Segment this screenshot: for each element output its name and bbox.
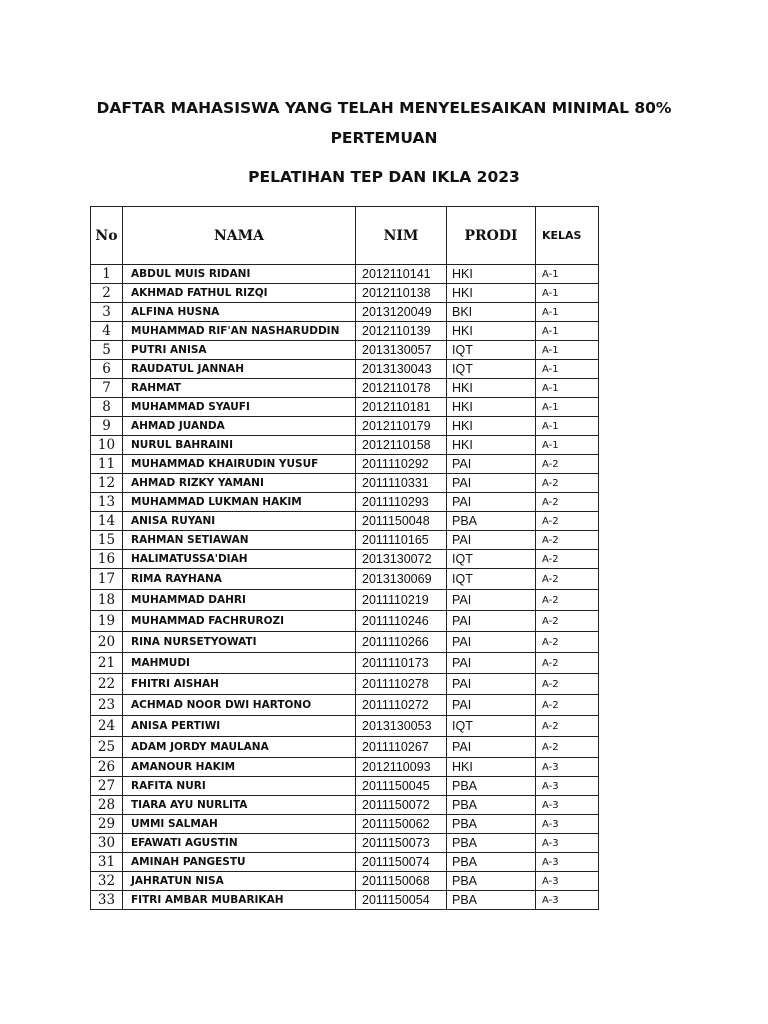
table-row	[91, 550, 599, 569]
cell-no: 5	[91, 341, 123, 360]
cell-prodi: IQT	[447, 716, 536, 737]
cell-nama: TIARA AYU NURLITA	[123, 796, 356, 815]
table-row	[91, 474, 599, 493]
cell-nim: 2011150062	[356, 815, 447, 834]
table-row	[91, 398, 599, 417]
table-row	[91, 737, 599, 758]
cell-prodi: PAI	[447, 674, 536, 695]
table-row	[91, 716, 599, 737]
cell-nama: AKHMAD FATHUL RIZQI	[123, 284, 356, 303]
cell-nama: AHMAD RIZKY YAMANI	[123, 474, 356, 493]
cell-nim: 2011110272	[356, 695, 447, 716]
header-nama: NAMA	[123, 207, 356, 265]
cell-kelas: A-1	[536, 303, 599, 322]
cell-nama: JAHRATUN NISA	[123, 872, 356, 891]
cell-nim: 2013130069	[356, 569, 447, 590]
cell-nama: FHITRI AISHAH	[123, 674, 356, 695]
table-row	[91, 834, 599, 853]
cell-no: 12	[91, 474, 123, 493]
cell-nama: MUHAMMAD SYAUFI	[123, 398, 356, 417]
table-row	[91, 653, 599, 674]
cell-prodi: PBA	[447, 512, 536, 531]
table-row	[91, 493, 599, 512]
cell-no: 26	[91, 758, 123, 777]
cell-nim: 2013130057	[356, 341, 447, 360]
cell-no: 4	[91, 322, 123, 341]
table-row	[91, 891, 599, 910]
cell-prodi: IQT	[447, 550, 536, 569]
cell-kelas: A-1	[536, 322, 599, 341]
table-row	[91, 512, 599, 531]
cell-no: 20	[91, 632, 123, 653]
cell-no: 18	[91, 590, 123, 611]
table-row	[91, 436, 599, 455]
cell-kelas: A-3	[536, 891, 599, 910]
cell-no: 28	[91, 796, 123, 815]
table-row	[91, 417, 599, 436]
cell-prodi: PAI	[447, 632, 536, 653]
cell-prodi: PBA	[447, 853, 536, 872]
cell-nim: 2011150073	[356, 834, 447, 853]
cell-nama: RAUDATUL JANNAH	[123, 360, 356, 379]
cell-kelas: A-2	[536, 737, 599, 758]
cell-kelas: A-3	[536, 796, 599, 815]
cell-nim: 2011150054	[356, 891, 447, 910]
cell-nama: RAHMAN SETIAWAN	[123, 531, 356, 550]
cell-no: 22	[91, 674, 123, 695]
cell-no: 29	[91, 815, 123, 834]
cell-prodi: HKI	[447, 398, 536, 417]
table-row	[91, 379, 599, 398]
cell-prodi: PBA	[447, 815, 536, 834]
cell-prodi: HKI	[447, 265, 536, 284]
cell-prodi: HKI	[447, 758, 536, 777]
cell-nim: 2012110178	[356, 379, 447, 398]
cell-nim: 2011110173	[356, 653, 447, 674]
cell-kelas: A-3	[536, 758, 599, 777]
cell-prodi: PAI	[447, 474, 536, 493]
cell-prodi: PAI	[447, 493, 536, 512]
cell-kelas: A-2	[536, 695, 599, 716]
cell-no: 25	[91, 737, 123, 758]
cell-no: 19	[91, 611, 123, 632]
cell-nama: UMMI SALMAH	[123, 815, 356, 834]
table-body	[91, 265, 599, 910]
table-row	[91, 284, 599, 303]
cell-nim: 2011110246	[356, 611, 447, 632]
table-row	[91, 777, 599, 796]
cell-kelas: A-2	[536, 611, 599, 632]
cell-kelas: A-3	[536, 815, 599, 834]
student-table	[90, 206, 599, 910]
table-row	[91, 590, 599, 611]
cell-prodi: BKI	[447, 303, 536, 322]
cell-nim: 2011150048	[356, 512, 447, 531]
cell-no: 14	[91, 512, 123, 531]
table-row	[91, 872, 599, 891]
cell-prodi: PAI	[447, 653, 536, 674]
cell-prodi: PAI	[447, 590, 536, 611]
cell-nama: MUHAMMAD RIF'AN NASHARUDDIN	[123, 322, 356, 341]
cell-no: 33	[91, 891, 123, 910]
cell-no: 13	[91, 493, 123, 512]
cell-kelas: A-3	[536, 777, 599, 796]
cell-nim: 2013130043	[356, 360, 447, 379]
cell-kelas: A-2	[536, 493, 599, 512]
cell-nama: MUHAMMAD DAHRI	[123, 590, 356, 611]
cell-kelas: A-2	[536, 632, 599, 653]
cell-nama: ABDUL MUIS RIDANI	[123, 265, 356, 284]
cell-nama: ACHMAD NOOR DWI HARTONO	[123, 695, 356, 716]
table-row	[91, 853, 599, 872]
cell-nama: MUHAMMAD LUKMAN HAKIM	[123, 493, 356, 512]
cell-nim: 2012110181	[356, 398, 447, 417]
cell-nim: 2013130072	[356, 550, 447, 569]
cell-nim: 2011110292	[356, 455, 447, 474]
cell-no: 1	[91, 265, 123, 284]
cell-kelas: A-2	[536, 716, 599, 737]
table-row	[91, 611, 599, 632]
cell-prodi: HKI	[447, 322, 536, 341]
cell-nim: 2012110093	[356, 758, 447, 777]
table-row	[91, 796, 599, 815]
cell-no: 31	[91, 853, 123, 872]
cell-kelas: A-1	[536, 265, 599, 284]
table-row	[91, 531, 599, 550]
cell-nama: RIMA RAYHANA	[123, 569, 356, 590]
cell-prodi: IQT	[447, 360, 536, 379]
cell-kelas: A-2	[536, 653, 599, 674]
cell-nim: 2011150045	[356, 777, 447, 796]
cell-nim: 2011110278	[356, 674, 447, 695]
cell-nim: 2012110179	[356, 417, 447, 436]
cell-nim: 2011150072	[356, 796, 447, 815]
cell-nama: ANISA PERTIWI	[123, 716, 356, 737]
cell-kelas: A-2	[536, 455, 599, 474]
cell-prodi: PAI	[447, 737, 536, 758]
cell-nim: 2012110139	[356, 322, 447, 341]
table-row	[91, 569, 599, 590]
cell-prodi: IQT	[447, 341, 536, 360]
cell-kelas: A-2	[536, 674, 599, 695]
cell-prodi: PAI	[447, 531, 536, 550]
cell-nim: 2012110138	[356, 284, 447, 303]
cell-kelas: A-1	[536, 417, 599, 436]
cell-no: 9	[91, 417, 123, 436]
table-header-row	[91, 207, 599, 265]
cell-no: 27	[91, 777, 123, 796]
cell-prodi: PAI	[447, 455, 536, 474]
cell-prodi: HKI	[447, 436, 536, 455]
table-row	[91, 360, 599, 379]
cell-nim: 2011110267	[356, 737, 447, 758]
header-no: No	[91, 207, 123, 265]
cell-no: 32	[91, 872, 123, 891]
header-kelas: KELAS	[536, 207, 599, 265]
cell-nim: 2013130053	[356, 716, 447, 737]
table-row	[91, 303, 599, 322]
cell-nama: RAHMAT	[123, 379, 356, 398]
cell-no: 11	[91, 455, 123, 474]
cell-nama: ADAM JORDY MAULANA	[123, 737, 356, 758]
table-row	[91, 674, 599, 695]
cell-prodi: PBA	[447, 777, 536, 796]
cell-no: 8	[91, 398, 123, 417]
title-line-1: DAFTAR MAHASISWA YANG TELAH MENYELESAIKAN MINIMAL 80%	[96, 99, 672, 117]
cell-nim: 2011150068	[356, 872, 447, 891]
cell-no: 3	[91, 303, 123, 322]
cell-nim: 2012110158	[356, 436, 447, 455]
cell-nim: 2013120049	[356, 303, 447, 322]
cell-no: 30	[91, 834, 123, 853]
cell-nim: 2011110266	[356, 632, 447, 653]
cell-nim: 2011110219	[356, 590, 447, 611]
cell-no: 10	[91, 436, 123, 455]
cell-nama: AHMAD JUANDA	[123, 417, 356, 436]
cell-kelas: A-2	[536, 569, 599, 590]
header-prodi: PRODI	[447, 207, 536, 265]
cell-nim: 2011110165	[356, 531, 447, 550]
cell-nama: NURUL BAHRAINI	[123, 436, 356, 455]
cell-nama: MAHMUDI	[123, 653, 356, 674]
cell-prodi: HKI	[447, 284, 536, 303]
page-subtitle: PELATIHAN TEP DAN IKLA 2023	[248, 168, 520, 186]
cell-nim: 2011110293	[356, 493, 447, 512]
table-row	[91, 322, 599, 341]
cell-prodi: PBA	[447, 796, 536, 815]
cell-nama: ANISA RUYANI	[123, 512, 356, 531]
cell-kelas: A-2	[536, 590, 599, 611]
cell-nama: RINA NURSETYOWATI	[123, 632, 356, 653]
cell-nama: PUTRI ANISA	[123, 341, 356, 360]
cell-no: 2	[91, 284, 123, 303]
cell-kelas: A-1	[536, 360, 599, 379]
cell-prodi: PAI	[447, 611, 536, 632]
cell-kelas: A-3	[536, 853, 599, 872]
table-row	[91, 695, 599, 716]
cell-nama: HALIMATUSSA'DIAH	[123, 550, 356, 569]
cell-nim: 2012110141	[356, 265, 447, 284]
cell-prodi: PBA	[447, 872, 536, 891]
cell-no: 17	[91, 569, 123, 590]
header-nim: NIM	[356, 207, 447, 265]
cell-nim: 2011110331	[356, 474, 447, 493]
table-row	[91, 632, 599, 653]
cell-nama: RAFITA NURI	[123, 777, 356, 796]
cell-kelas: A-3	[536, 834, 599, 853]
cell-nama: AMINAH PANGESTU	[123, 853, 356, 872]
cell-no: 15	[91, 531, 123, 550]
cell-nama: MUHAMMAD FACHRUROZI	[123, 611, 356, 632]
cell-kelas: A-3	[536, 872, 599, 891]
cell-nama: AMANOUR HAKIM	[123, 758, 356, 777]
table-row	[91, 815, 599, 834]
cell-nama: MUHAMMAD KHAIRUDIN YUSUF	[123, 455, 356, 474]
cell-prodi: HKI	[447, 379, 536, 398]
cell-kelas: A-1	[536, 436, 599, 455]
cell-kelas: A-1	[536, 341, 599, 360]
cell-no: 24	[91, 716, 123, 737]
table-row	[91, 265, 599, 284]
table-row	[91, 341, 599, 360]
cell-kelas: A-2	[536, 512, 599, 531]
cell-prodi: HKI	[447, 417, 536, 436]
title-line-2: PERTEMUAN	[330, 129, 438, 147]
cell-nama: FITRI AMBAR MUBARIKAH	[123, 891, 356, 910]
cell-no: 7	[91, 379, 123, 398]
cell-no: 16	[91, 550, 123, 569]
table-row	[91, 455, 599, 474]
cell-kelas: A-1	[536, 284, 599, 303]
page-title	[0, 93, 768, 153]
cell-prodi: PBA	[447, 834, 536, 853]
cell-prodi: IQT	[447, 569, 536, 590]
cell-kelas: A-1	[536, 379, 599, 398]
cell-nim: 2011150074	[356, 853, 447, 872]
cell-kelas: A-2	[536, 474, 599, 493]
cell-no: 23	[91, 695, 123, 716]
cell-nama: ALFINA HUSNA	[123, 303, 356, 322]
cell-prodi: PAI	[447, 695, 536, 716]
cell-prodi: PBA	[447, 891, 536, 910]
cell-no: 6	[91, 360, 123, 379]
cell-kelas: A-2	[536, 531, 599, 550]
cell-kelas: A-2	[536, 550, 599, 569]
table-row	[91, 758, 599, 777]
cell-kelas: A-1	[536, 398, 599, 417]
cell-no: 21	[91, 653, 123, 674]
cell-nama: EFAWATI AGUSTIN	[123, 834, 356, 853]
